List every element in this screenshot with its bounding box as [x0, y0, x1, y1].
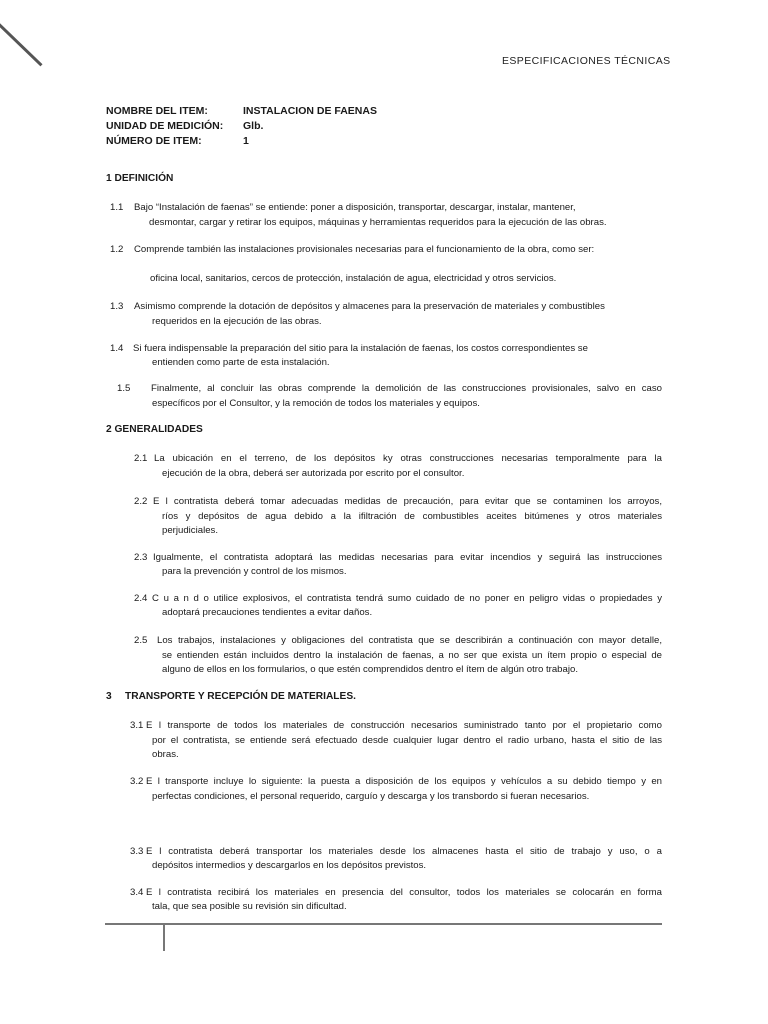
- paragraph-line: perjudiciales.: [162, 525, 218, 536]
- item-number-label: NÚMERO DE ITEM:: [106, 135, 202, 147]
- paragraph-line: E l contratista deberá transportar los materiales desde los almacenes hasta el sitio de trabajo y uso, o a: [146, 846, 662, 857]
- paragraph-line: adoptará precauciones tendientes a evitar daños.: [162, 607, 373, 618]
- section-2-heading: 2 GENERALIDADES: [106, 424, 203, 435]
- paragraph-line: Asimismo comprende la dotación de depósitos y almacenes para la preservación de materiales y combustibles: [134, 301, 605, 312]
- section-3-number: 3: [106, 691, 112, 702]
- paragraph-line: E l contratista deberá tomar adecuadas medidas de precaución, para evitar que se contaminen los arroyos,: [153, 496, 662, 507]
- paragraph-line: por el contratista, se entiende será efectuado desde cualquier lugar dentro el radio urbano, hasta el sitio de las: [152, 735, 662, 746]
- paragraph-line: requeridos en la ejecución de las obras.: [152, 316, 322, 327]
- paragraph-line: tala, que sea posible su revisión sin dificultad.: [152, 901, 347, 912]
- item-name-label: NOMBRE DEL ITEM:: [106, 105, 208, 117]
- paragraph-number: 1.3: [110, 301, 124, 312]
- item-metadata: [106, 104, 377, 149]
- paragraph-line: ríos y depósitos de agua debido a la ifiltración de combustibles aceites bitúmenes y otros materiales: [162, 511, 662, 522]
- section-3-heading: TRANSPORTE Y RECEPCIÓN DE MATERIALES.: [125, 691, 356, 702]
- paragraph-line: específicos por el Consultor, y la remoción de todos los materiales y equipos.: [152, 398, 480, 409]
- unit-value: Glb.: [243, 120, 264, 132]
- paragraph-number: 3.3: [130, 846, 144, 857]
- paragraph-line: E l contratista recibirá los materiales en presencia del consultor, todos los materiales se colocarán en forma: [146, 887, 662, 898]
- paragraph-line: C u a n d o utilice explosivos, el contratista tendrá sumo cuidado de no poner en peligro vidas o propiedades y: [152, 593, 662, 604]
- paragraph-line: obras.: [152, 749, 179, 760]
- paragraph-line: Comprende también las instalaciones provisionales necesarias para el funcionamiento de la obra, como ser:: [134, 244, 595, 255]
- paragraph-number: 1.4: [110, 343, 124, 354]
- paragraph-line: para la prevención y control de los mismos.: [162, 566, 347, 577]
- paragraph-number: 1.5: [117, 383, 131, 394]
- paragraph-line: Los trabajos, instalaciones y obligaciones del contratista que se describirán a continuación con mayor detalle,: [157, 635, 662, 646]
- section-1-heading: 1 DEFINICIÓN: [106, 173, 174, 184]
- paragraph-number: 1.1: [110, 202, 124, 213]
- paragraph-line: Si fuera indispensable la preparación del sitio para la instalación de faenas, los costos correspondientes se: [133, 343, 588, 354]
- paragraph-number: 2.1: [134, 453, 148, 464]
- paragraph-line: E l transporte de todos los materiales de construcción necesarios suministrado tanto por el propietario como: [146, 720, 662, 731]
- paragraph-number: 1.2: [110, 244, 124, 255]
- paragraph-line: oficina local, sanitarios, cercos de protección, instalación de agua, electricidad y otros servicios.: [150, 273, 557, 284]
- page-header-title: ESPECIFICACIONES TÉCNICAS: [502, 55, 671, 67]
- paragraph-number: 2.5: [134, 635, 148, 646]
- paragraph-number: 2.3: [134, 552, 148, 563]
- paragraph-line: entienden como parte de esta instalación.: [152, 357, 330, 368]
- paragraph-line: La ubicación en el terreno, de los depósitos ky otras construcciones necesarias temporalmente para la: [154, 453, 662, 464]
- paragraph-line: desmontar, cargar y retirar los equipos, máquinas y herramientas requeridos para la ejecución de las obras.: [149, 217, 607, 228]
- item-number-value: 1: [243, 135, 249, 147]
- item-name-value: INSTALACION DE FAENAS: [243, 105, 377, 117]
- paragraph-number: 3.1: [130, 720, 144, 731]
- paragraph-line: E l transporte incluye lo siguiente: la puesta a disposición de los equipos y vehículos a su debido tiempo y en: [146, 776, 662, 787]
- corner-decoration-line: [0, 18, 43, 66]
- paragraph-number: 3.4: [130, 887, 144, 898]
- footer-rule-tick: [163, 925, 165, 951]
- paragraph-number: 3.2: [130, 776, 144, 787]
- paragraph-line: ejecución de la obra, deberá ser autorizada por escrito por el consultor.: [162, 468, 465, 479]
- paragraph-number: 2.2: [134, 496, 148, 507]
- paragraph-line: Igualmente, el contratista adoptará las medidas necesarias para evitar incendios y seguirá las instrucciones: [153, 552, 662, 563]
- paragraph-line: se entienden están incluidos dentro la instalación de faenas, a no ser que exista un ítem propio o especial de: [162, 650, 662, 661]
- unit-label: UNIDAD DE MEDICIÓN:: [106, 120, 224, 132]
- paragraph-line: depósitos intermedios y descargarlos en los depósitos previstos.: [152, 860, 427, 871]
- paragraph-line: alguno de ellos en los formularios, o que estén comprendidos dentro el ítem de algún otro trabajo.: [162, 664, 578, 675]
- paragraph-line: perfectas condiciones, el personal requerido, carguío y descarga y los transbordo si fueran necesarios.: [152, 791, 590, 802]
- paragraph-line: Finalmente, al concluir las obras comprende la demolición de las construcciones provisionales, salvo en caso: [151, 383, 662, 394]
- footer-rule: [105, 923, 662, 925]
- paragraph-number: 2.4: [134, 593, 148, 604]
- paragraph-line: Bajo “Instalación de faenas” se entiende: poner a disposición, transportar, descargar, instalar, mantener,: [134, 202, 576, 213]
